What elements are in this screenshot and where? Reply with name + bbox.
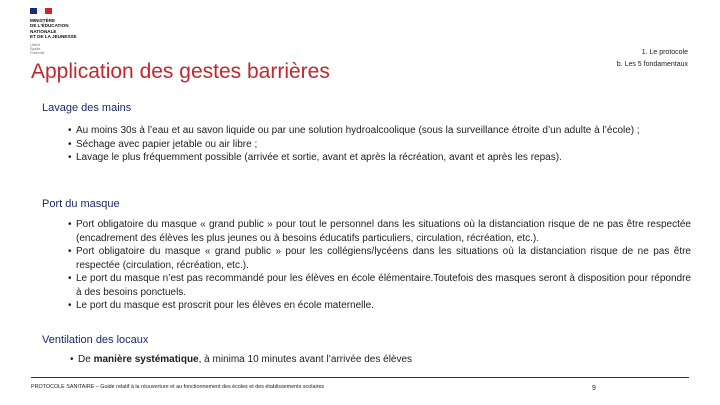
footer-text: PROTOCOLE SANITAIRE – Guide relatif à la réouverture et au fonctionnement des écoles et des établissements scolaires (31, 384, 325, 390)
list-item: • Lavage le plus fréquemment possible (arrivée et sortie, avant et après la récréation, avant et après les repas). (66, 151, 691, 165)
ministry-name: MINISTÈRE DE L'ÉDUCATION NATIONALE ET DE LA JEUNESSE (30, 18, 77, 40)
ventilation-list (68, 353, 693, 367)
emphasis-text: manière systématique (93, 354, 199, 365)
ministry-logo (30, 8, 90, 55)
section-title-lavage: Lavage des mains (42, 102, 132, 114)
masque-list (66, 218, 691, 313)
list-item: • Séchage avec papier jetable ou air libre ; (66, 138, 691, 152)
toc-item: b. Les 5 fondamentaux (616, 61, 688, 68)
toc-item: 1. Le protocole (641, 49, 688, 56)
french-flag-icon (30, 8, 52, 14)
republic-motto: Liberté Égalité Fraternité (30, 42, 45, 56)
page-number: 9 (592, 385, 596, 392)
section-title-masque: Port du masque (42, 198, 120, 210)
list-item: • Le port du masque est proscrit pour les élèves en école maternelle. (66, 299, 691, 313)
list-item: • De manière systématique, à minima 10 minutes avant l’arrivée des élèves (68, 353, 693, 367)
list-item: • Le port du masque n’est pas recommandé pour les élèves en école élémentaire.Toutefois des masques seront à disposition pour répondre à des besoins ponctuels. (66, 272, 691, 299)
list-item: • Port obligatoire du masque « grand public » pour les collégiens/lycéens dans les situations où la distanciation risque de ne pas être respectée (circulation, récréation, etc.). (66, 245, 691, 272)
table-of-contents-ref (617, 47, 688, 71)
lavage-list (66, 124, 691, 165)
list-item: • Port obligatoire du masque « grand public » pour tout le personnel dans les situations où la distanciation risque de ne pas être respectée (encadrement des élèves les plus jeunes ou à besoins éducatifs particuliers, circulation, récréation, etc.). (66, 218, 691, 245)
section-title-ventilation: Ventilation des locaux (42, 334, 149, 346)
page-title: Application des gestes barrières (31, 60, 330, 83)
list-item: • Au moins 30s à l’eau et au savon liquide ou par une solution hydroalcoolique (sous la surveillance étroite d’un adulte à l’école) ; (66, 124, 691, 138)
footer-divider (31, 377, 689, 378)
